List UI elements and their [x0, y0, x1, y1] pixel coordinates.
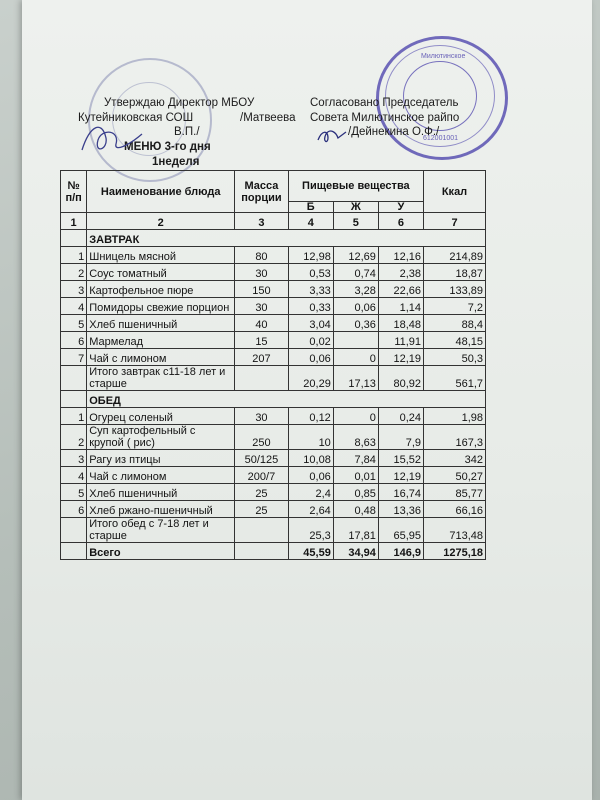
- grand-total-row: [61, 543, 486, 560]
- breakfast-cell-u: 12,19: [378, 349, 423, 366]
- grand-total-b: 45,59: [288, 543, 333, 560]
- lunch-cell-u: 15,52: [378, 450, 423, 467]
- lunch-cell-n: 6: [61, 501, 87, 518]
- breakfast-cell-kcal: 18,87: [424, 264, 486, 281]
- grand-total-u: 146,9: [378, 543, 423, 560]
- breakfast-row: [61, 264, 486, 281]
- breakfast-section-row: [61, 230, 486, 247]
- approve-line2: Кутейниковская СОШ: [78, 112, 194, 124]
- lunch-total-label: Итого обед с 7-18 лет и старше: [87, 518, 235, 543]
- week-label: 1неделя: [152, 156, 200, 168]
- breakfast-cell-n: 2: [61, 264, 87, 281]
- col-name-header: Наименование блюда: [87, 171, 235, 213]
- lunch-cell-b: 10: [288, 425, 333, 450]
- breakfast-cell-b: 12,98: [288, 247, 333, 264]
- breakfast-cell-zh: 12,69: [333, 247, 378, 264]
- lunch-cell-name: Огурец соленый: [87, 408, 235, 425]
- col-kcal-header: Ккал: [424, 171, 486, 213]
- lunch-cell-kcal: 167,3: [424, 425, 486, 450]
- lunch-cell-zh: 0,01: [333, 467, 378, 484]
- breakfast-total-row: [61, 366, 486, 391]
- breakfast-cell-kcal: 88,4: [424, 315, 486, 332]
- menu-table: [60, 170, 486, 560]
- breakfast-total-kcal: 561,7: [424, 366, 486, 391]
- col-b-header: Б: [288, 202, 333, 213]
- breakfast-total-u: 80,92: [378, 366, 423, 391]
- breakfast-cell-name: Шницель мясной: [87, 247, 235, 264]
- breakfast-cell-mass: 40: [235, 315, 289, 332]
- breakfast-cell-mass: 207: [235, 349, 289, 366]
- breakfast-row: [61, 298, 486, 315]
- breakfast-cell-kcal: 214,89: [424, 247, 486, 264]
- colnum-3: 3: [235, 213, 289, 230]
- lunch-cell-name: Хлеб пшеничный: [87, 484, 235, 501]
- breakfast-cell-u: 11,91: [378, 332, 423, 349]
- lunch-title: ОБЕД: [87, 391, 486, 408]
- colnum-7: 7: [424, 213, 486, 230]
- col-num-header: № п/п: [61, 171, 87, 213]
- agree-line2: Совета Милютинское райпо: [310, 112, 460, 124]
- col-u-header: У: [378, 202, 423, 213]
- lunch-cell-n: 5: [61, 484, 87, 501]
- lunch-cell-n: 1: [61, 408, 87, 425]
- lunch-cell-name: Рагу из птицы: [87, 450, 235, 467]
- breakfast-cell-mass: 30: [235, 298, 289, 315]
- lunch-cell-zh: 7,84: [333, 450, 378, 467]
- agree-name: /Дейнекина О.Ф./: [348, 126, 440, 138]
- lunch-cell-kcal: 85,77: [424, 484, 486, 501]
- lunch-cell-mass: 250: [235, 425, 289, 450]
- breakfast-cell-zh: 0: [333, 349, 378, 366]
- breakfast-cell-kcal: 50,3: [424, 349, 486, 366]
- grand-total-label: Всего: [87, 543, 235, 560]
- lunch-row: [61, 484, 486, 501]
- stamp-text-top: Милютинское: [421, 53, 466, 60]
- lunch-cell-n: 2: [61, 425, 87, 450]
- breakfast-cell-u: 22,66: [378, 281, 423, 298]
- lunch-cell-name: Чай с лимоном: [87, 467, 235, 484]
- lunch-cell-mass: 25: [235, 501, 289, 518]
- colnum-5: 5: [333, 213, 378, 230]
- approve-post: В.П./: [174, 126, 200, 138]
- colnum-2: 2: [87, 213, 235, 230]
- breakfast-cell-zh: 0,06: [333, 298, 378, 315]
- breakfast-row: [61, 332, 486, 349]
- breakfast-cell-name: Чай с лимоном: [87, 349, 235, 366]
- lunch-cell-u: 12,19: [378, 467, 423, 484]
- col-zh-header: Ж: [333, 202, 378, 213]
- breakfast-cell-u: 1,14: [378, 298, 423, 315]
- lunch-cell-name: Хлеб ржано-пшеничный: [87, 501, 235, 518]
- breakfast-cell-name: Хлеб пшеничный: [87, 315, 235, 332]
- chair-signature: [316, 126, 356, 146]
- column-numbers-row: [61, 213, 486, 230]
- breakfast-cell-name: Соус томатный: [87, 264, 235, 281]
- lunch-cell-mass: 25: [235, 484, 289, 501]
- breakfast-cell-name: Помидоры свежие порцион: [87, 298, 235, 315]
- lunch-cell-u: 7,9: [378, 425, 423, 450]
- col-mass-header: Масса порции: [235, 171, 289, 213]
- grand-total-zh: 34,94: [333, 543, 378, 560]
- lunch-section-row: [61, 391, 486, 408]
- agree-line1: Согласовано Председатель: [310, 97, 459, 109]
- breakfast-cell-u: 18,48: [378, 315, 423, 332]
- breakfast-row: [61, 315, 486, 332]
- breakfast-cell-u: 12,16: [378, 247, 423, 264]
- breakfast-cell-zh: 3,28: [333, 281, 378, 298]
- lunch-total-kcal: 713,48: [424, 518, 486, 543]
- lunch-total-u: 65,95: [378, 518, 423, 543]
- lunch-total-row: [61, 518, 486, 543]
- lunch-row: [61, 501, 486, 518]
- lunch-rows: [61, 408, 486, 518]
- lunch-cell-kcal: 342: [424, 450, 486, 467]
- lunch-cell-mass: 30: [235, 408, 289, 425]
- breakfast-cell-n: 6: [61, 332, 87, 349]
- breakfast-cell-mass: 15: [235, 332, 289, 349]
- breakfast-total-b: 20,29: [288, 366, 333, 391]
- lunch-cell-kcal: 1,98: [424, 408, 486, 425]
- breakfast-cell-kcal: 7,2: [424, 298, 486, 315]
- lunch-cell-b: 0,12: [288, 408, 333, 425]
- lunch-cell-zh: 0,48: [333, 501, 378, 518]
- breakfast-cell-mass: 150: [235, 281, 289, 298]
- lunch-cell-b: 10,08: [288, 450, 333, 467]
- colnum-4: 4: [288, 213, 333, 230]
- breakfast-cell-n: 5: [61, 315, 87, 332]
- lunch-cell-n: 4: [61, 467, 87, 484]
- menu-title: МЕНЮ 3-го дня: [124, 141, 211, 153]
- col-nutrients-header: Пищевые вещества: [288, 171, 423, 202]
- lunch-cell-u: 0,24: [378, 408, 423, 425]
- breakfast-cell-zh: [333, 332, 378, 349]
- lunch-cell-zh: 0: [333, 408, 378, 425]
- lunch-cell-kcal: 66,16: [424, 501, 486, 518]
- lunch-cell-u: 16,74: [378, 484, 423, 501]
- breakfast-cell-mass: 30: [235, 264, 289, 281]
- breakfast-cell-zh: 0,36: [333, 315, 378, 332]
- lunch-cell-zh: 8,63: [333, 425, 378, 450]
- breakfast-row: [61, 281, 486, 298]
- lunch-row: [61, 425, 486, 450]
- breakfast-cell-b: 0,02: [288, 332, 333, 349]
- lunch-cell-kcal: 50,27: [424, 467, 486, 484]
- breakfast-cell-name: Мармелад: [87, 332, 235, 349]
- lunch-row: [61, 408, 486, 425]
- breakfast-cell-kcal: 133,89: [424, 281, 486, 298]
- breakfast-cell-b: 0,33: [288, 298, 333, 315]
- lunch-row: [61, 467, 486, 484]
- breakfast-total-label: Итого завтрак с11-18 лет и старше: [87, 366, 235, 391]
- breakfast-cell-b: 0,53: [288, 264, 333, 281]
- lunch-total-b: 25,3: [288, 518, 333, 543]
- lunch-cell-mass: 200/7: [235, 467, 289, 484]
- lunch-total-zh: 17,81: [333, 518, 378, 543]
- lunch-row: [61, 450, 486, 467]
- breakfast-cell-name: Картофельное пюре: [87, 281, 235, 298]
- breakfast-cell-n: 4: [61, 298, 87, 315]
- lunch-cell-b: 0,06: [288, 467, 333, 484]
- approve-name: /Матвеева: [240, 112, 296, 124]
- breakfast-row: [61, 247, 486, 264]
- breakfast-cell-b: 3,33: [288, 281, 333, 298]
- breakfast-rows: [61, 247, 486, 366]
- grand-total-kcal: 1275,18: [424, 543, 486, 560]
- breakfast-cell-n: 3: [61, 281, 87, 298]
- lunch-cell-name: Суп картофельный с крупой ( рис): [87, 425, 235, 450]
- lunch-cell-u: 13,36: [378, 501, 423, 518]
- breakfast-cell-zh: 0,74: [333, 264, 378, 281]
- colnum-6: 6: [378, 213, 423, 230]
- breakfast-title: ЗАВТРАК: [87, 230, 486, 247]
- approve-line1: Утверждаю Директор МБОУ: [104, 97, 255, 109]
- lunch-cell-zh: 0,85: [333, 484, 378, 501]
- breakfast-cell-b: 3,04: [288, 315, 333, 332]
- lunch-cell-b: 2,64: [288, 501, 333, 518]
- breakfast-cell-n: 7: [61, 349, 87, 366]
- breakfast-cell-u: 2,38: [378, 264, 423, 281]
- lunch-cell-b: 2,4: [288, 484, 333, 501]
- header-row: [61, 171, 486, 202]
- breakfast-cell-kcal: 48,15: [424, 332, 486, 349]
- breakfast-total-zh: 17,13: [333, 366, 378, 391]
- stamp-text-bottom: 612001001: [423, 135, 459, 142]
- breakfast-cell-n: 1: [61, 247, 87, 264]
- breakfast-cell-mass: 80: [235, 247, 289, 264]
- director-signature: [80, 120, 150, 160]
- breakfast-row: [61, 349, 486, 366]
- lunch-cell-mass: 50/125: [235, 450, 289, 467]
- breakfast-cell-b: 0,06: [288, 349, 333, 366]
- colnum-1: 1: [61, 213, 87, 230]
- lunch-cell-n: 3: [61, 450, 87, 467]
